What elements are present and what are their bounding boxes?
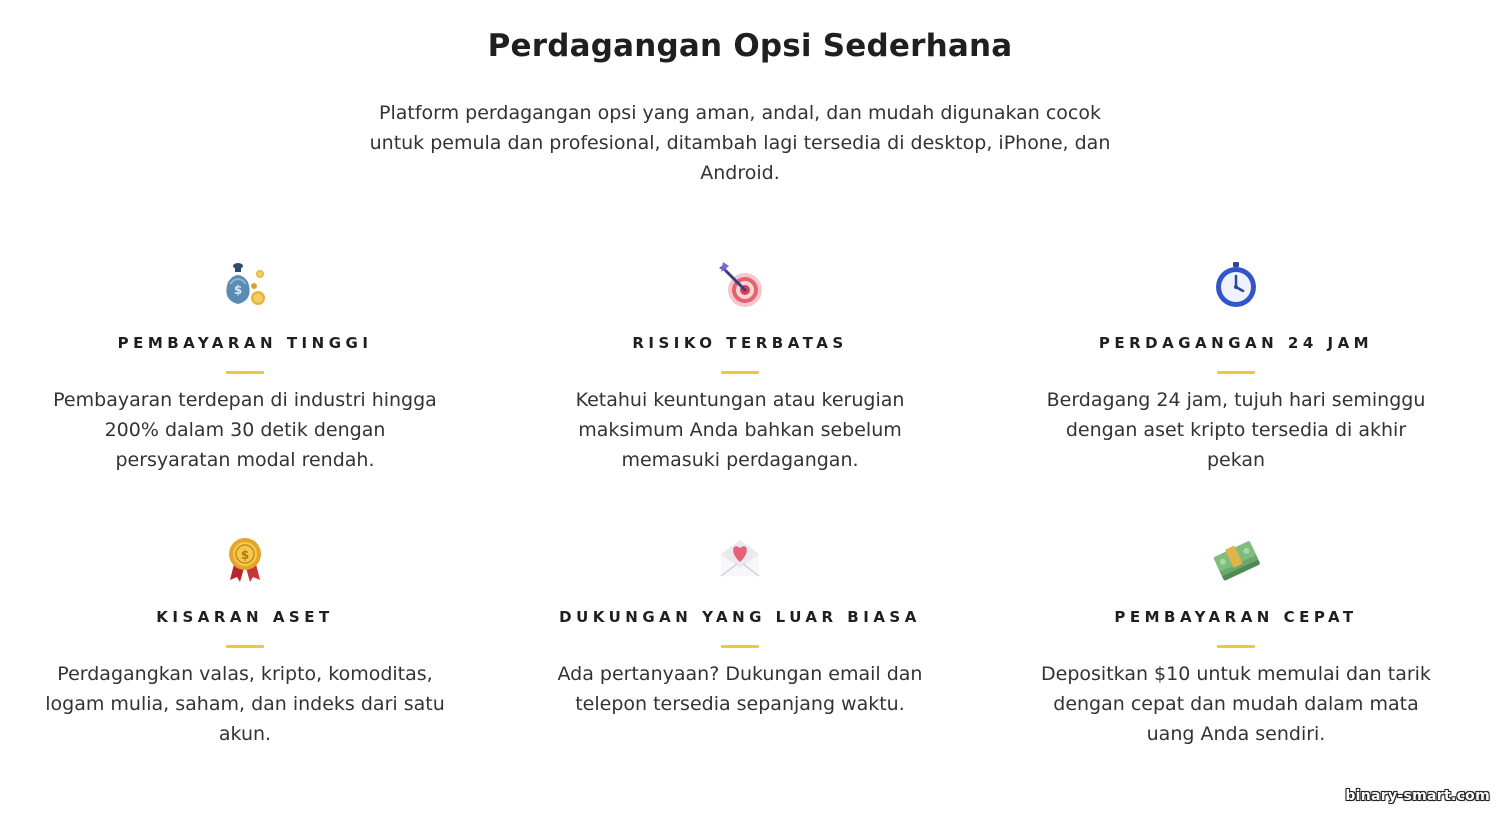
feature-description: Berdagang 24 jam, tujuh hari seminggu dengan aset kripto tersedia di akhir pekan [1046, 389, 1426, 471]
target-dart-icon [715, 260, 765, 310]
title-underline [226, 645, 264, 648]
feature-title: PEMBAYARAN CEPAT [1114, 608, 1358, 626]
feature-title: PERDAGANGAN 24 JAM [1098, 334, 1374, 352]
feature-description: Ketahui keuntungan atau kerugian maksimum Anda bahkan sebelum memasuki perdagangan. [575, 389, 905, 471]
feature-title: KISARAN ASET [156, 608, 334, 626]
envelope-heart-icon [715, 534, 765, 584]
page-title: Perdagangan Opsi Sederhana [487, 28, 1013, 64]
stopwatch-icon [1211, 260, 1261, 310]
feature-description: Pembayaran terdepan di industri hingga 200% dalam 30 detik dengan persyaratan modal rendah. [53, 389, 437, 471]
svg-text:$: $ [240, 548, 250, 562]
feature-description: Ada pertanyaan? Dukungan email dan telepon tersedia sepanjang waktu. [557, 663, 923, 715]
title-underline [721, 645, 759, 648]
medal-icon [220, 534, 270, 584]
cash-stack-icon [1211, 534, 1261, 584]
money-bag-icon [220, 260, 270, 310]
title-underline [226, 371, 264, 374]
feature-title: RISIKO TERBATAS [632, 334, 848, 352]
watermark: binary-smart.com [1345, 788, 1490, 804]
title-underline [1217, 371, 1255, 374]
page-subtitle: Platform perdagangan opsi yang aman, andal, dan mudah digunakan cocok untuk pemula dan profesional, ditambah lagi tersedia di desktop, iPhone, dan Android. [369, 102, 1111, 184]
title-underline [1217, 645, 1255, 648]
feature-description: Depositkan $10 untuk memulai dan tarik dengan cepat dan mudah dalam mata uang Anda sendiri. [1041, 663, 1431, 745]
title-underline [721, 371, 759, 374]
feature-title: PEMBAYARAN TINGGI [117, 334, 373, 352]
feature-title: DUKUNGAN YANG LUAR BIASA [559, 608, 921, 626]
svg-text:$: $ [233, 283, 243, 297]
feature-description: Perdagangkan valas, kripto, komoditas, logam mulia, saham, dan indeks dari satu akun. [45, 663, 445, 745]
